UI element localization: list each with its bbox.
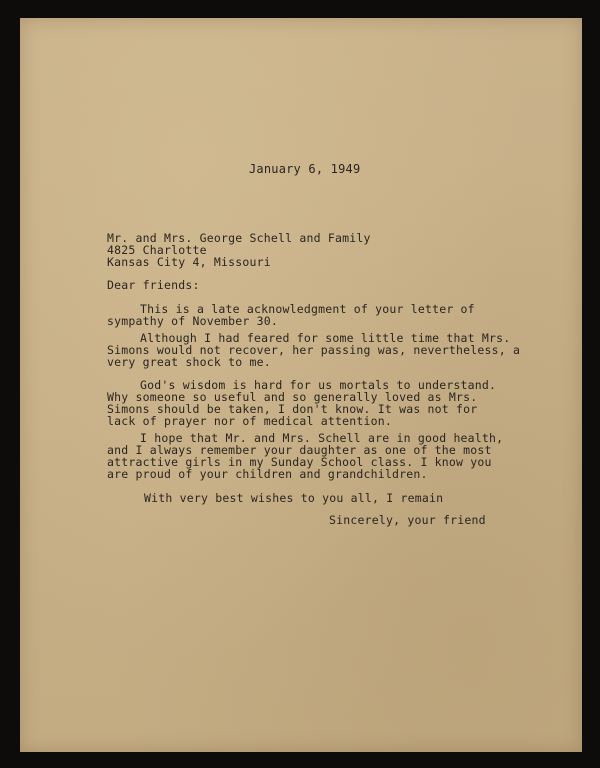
recipient-line-3: Kansas City 4, Missouri	[107, 255, 271, 269]
recipient-line-2: 4825 Charlotte	[107, 243, 207, 257]
paragraph-2-line-2: Simons would not recover, her passing was, nevertheless, a	[107, 343, 521, 357]
paragraph-2-line-3: very great shock to me.	[107, 355, 271, 369]
paragraph-3-line-1: God's wisdom is hard for us mortals to understand.	[140, 378, 497, 392]
paragraph-3-line-4: lack of prayer nor of medical attention.	[107, 414, 392, 428]
paragraph-3-line-3: Simons should be taken, I don't know. It was not for	[107, 402, 478, 416]
paragraph-1-line-2: sympathy of November 30.	[107, 314, 278, 328]
closing-line: With very best wishes to you all, I remain	[144, 491, 444, 505]
paragraph-2-line-1: Although I had feared for some little time that Mrs.	[140, 331, 511, 345]
recipient-line-1: Mr. and Mrs. George Schell and Family	[107, 231, 371, 245]
paragraph-4-line-3: attractive girls in my Sunday School class. I know you	[107, 455, 492, 469]
letter-date: January 6, 1949	[249, 162, 361, 176]
signoff: Sincerely, your friend	[329, 513, 486, 527]
paragraph-3-line-2: Why someone so useful and so generally loved as Mrs.	[107, 390, 478, 404]
paragraph-4-line-4: are proud of your children and grandchildren.	[107, 467, 428, 481]
paragraph-4-line-1: I hope that Mr. and Mrs. Schell are in good health,	[140, 431, 504, 445]
paragraph-1-line-1: This is a late acknowledgment of your letter of	[140, 302, 475, 316]
paragraph-4-line-2: and I always remember your daughter as one of the most	[107, 443, 492, 457]
salutation: Dear friends:	[107, 278, 200, 292]
